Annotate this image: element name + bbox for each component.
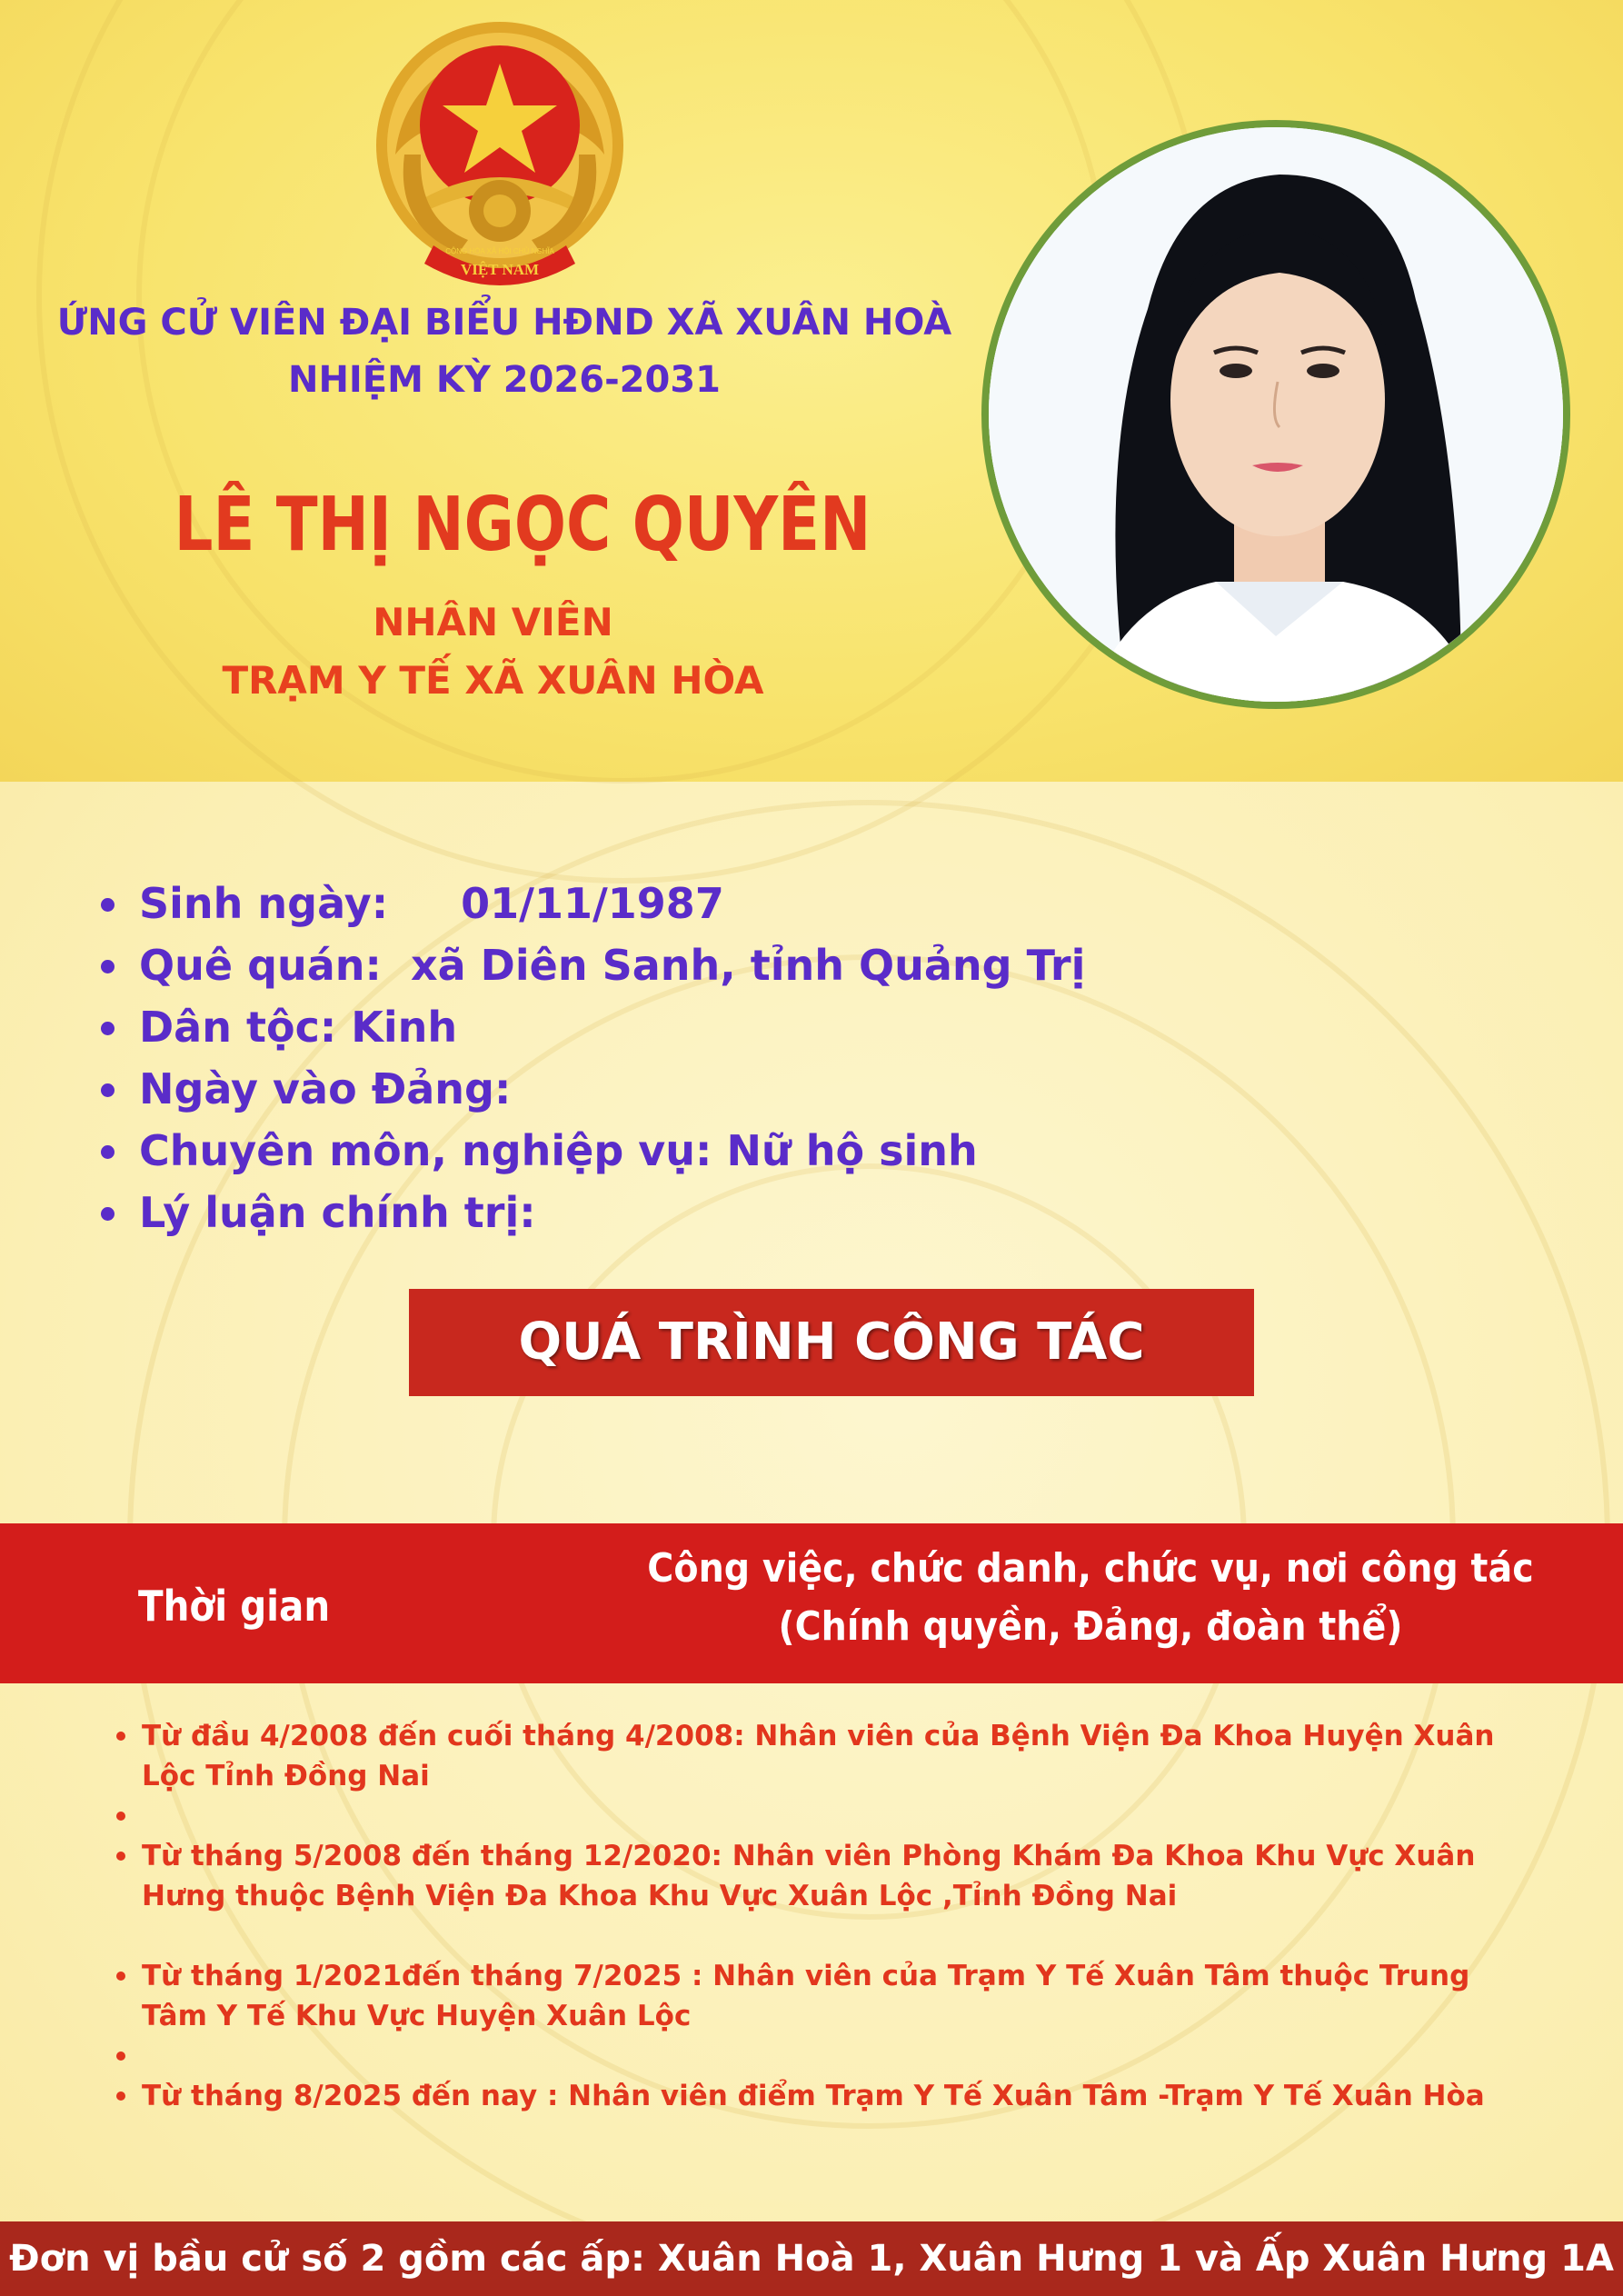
career-item: Từ tháng 8/2025 đến nay : Nhân viên điểm Trạm Y Tế Xuân Tâm -Trạm Y Tế Xuân Hòa: [111, 2076, 1528, 2116]
career-item: Từ tháng 5/2008 đến tháng 12/2020: Nhân viên Phòng Khám Đa Khoa Khu Vực Xuân Hưng thuộc Bệnh Viện Đa Khoa Khu Vực Xuân Lộc ,Tỉnh Đồng Nai: [111, 1836, 1528, 1916]
personal-info-list: [95, 873, 1085, 1243]
emblem-arc-text: CỘNG HÒA XÃ HỘI CHỦ NGHĨA: [445, 247, 554, 255]
national-emblem-icon: [368, 18, 632, 291]
emblem-ribbon-text: VIỆT NAM: [460, 261, 540, 278]
info-political-theory: Lý luận chính trị:: [95, 1182, 1085, 1243]
career-item-empty: [111, 2036, 1528, 2076]
career-item: Từ tháng 1/2021đến tháng 7/2025 : Nhân viên của Trạm Y Tế Xuân Tâm thuộc Trung Tâm Y Tế Khu Vực Huyện Xuân Lộc: [111, 1956, 1528, 2036]
column-header-time: Thời gian: [138, 1582, 331, 1631]
candidate-name: LÊ THỊ NGỌC QUYÊN: [174, 482, 871, 568]
career-history-list: [111, 1716, 1528, 2116]
column-header-work-line1: Công việc, chức danh, chức vụ, nơi công tác: [647, 1545, 1534, 1592]
candidate-position: NHÂN VIÊN: [373, 600, 613, 644]
info-ethnicity: Dân tộc: Kinh: [95, 996, 1085, 1058]
candidate-workplace: TRẠM Y TẾ XÃ XUÂN HÒA: [222, 658, 764, 703]
career-section-title: QUÁ TRÌNH CÔNG TÁC: [409, 1289, 1254, 1396]
portrait-photo-icon: [989, 127, 1563, 702]
column-header-work: [632, 1540, 1548, 1656]
info-party-date: Ngày vào Đảng:: [95, 1058, 1085, 1120]
career-item: Từ đầu 4/2008 đến cuối tháng 4/2008: Nhân viên của Bệnh Viện Đa Khoa Huyện Xuân Lộc Tỉnh Đồng Nai: [111, 1716, 1528, 1796]
electoral-unit-footer: Đơn vị bầu cử số 2 gồm các ấp: Xuân Hoà 1, Xuân Hưng 1 và Ấp Xuân Hưng 1A: [0, 2221, 1623, 2296]
info-hometown: Quê quán: xã Diên Sanh, tỉnh Quảng Trị: [95, 934, 1085, 996]
election-term: NHIỆM KỲ 2026-2031: [287, 359, 722, 401]
info-profession: Chuyên môn, nghiệp vụ: Nữ hộ sinh: [95, 1120, 1085, 1182]
column-header-work-line2: (Chính quyền, Đảng, đoàn thể): [778, 1603, 1403, 1650]
election-title: ỨNG CỬ VIÊN ĐẠI BIỂU HĐND XÃ XUÂN HOÀ: [56, 302, 952, 344]
candidate-portrait: [981, 120, 1570, 709]
career-table-header: [0, 1523, 1623, 1683]
career-item-empty: [111, 1796, 1528, 1836]
info-birthdate: Sinh ngày: 01/11/1987: [95, 873, 1085, 934]
